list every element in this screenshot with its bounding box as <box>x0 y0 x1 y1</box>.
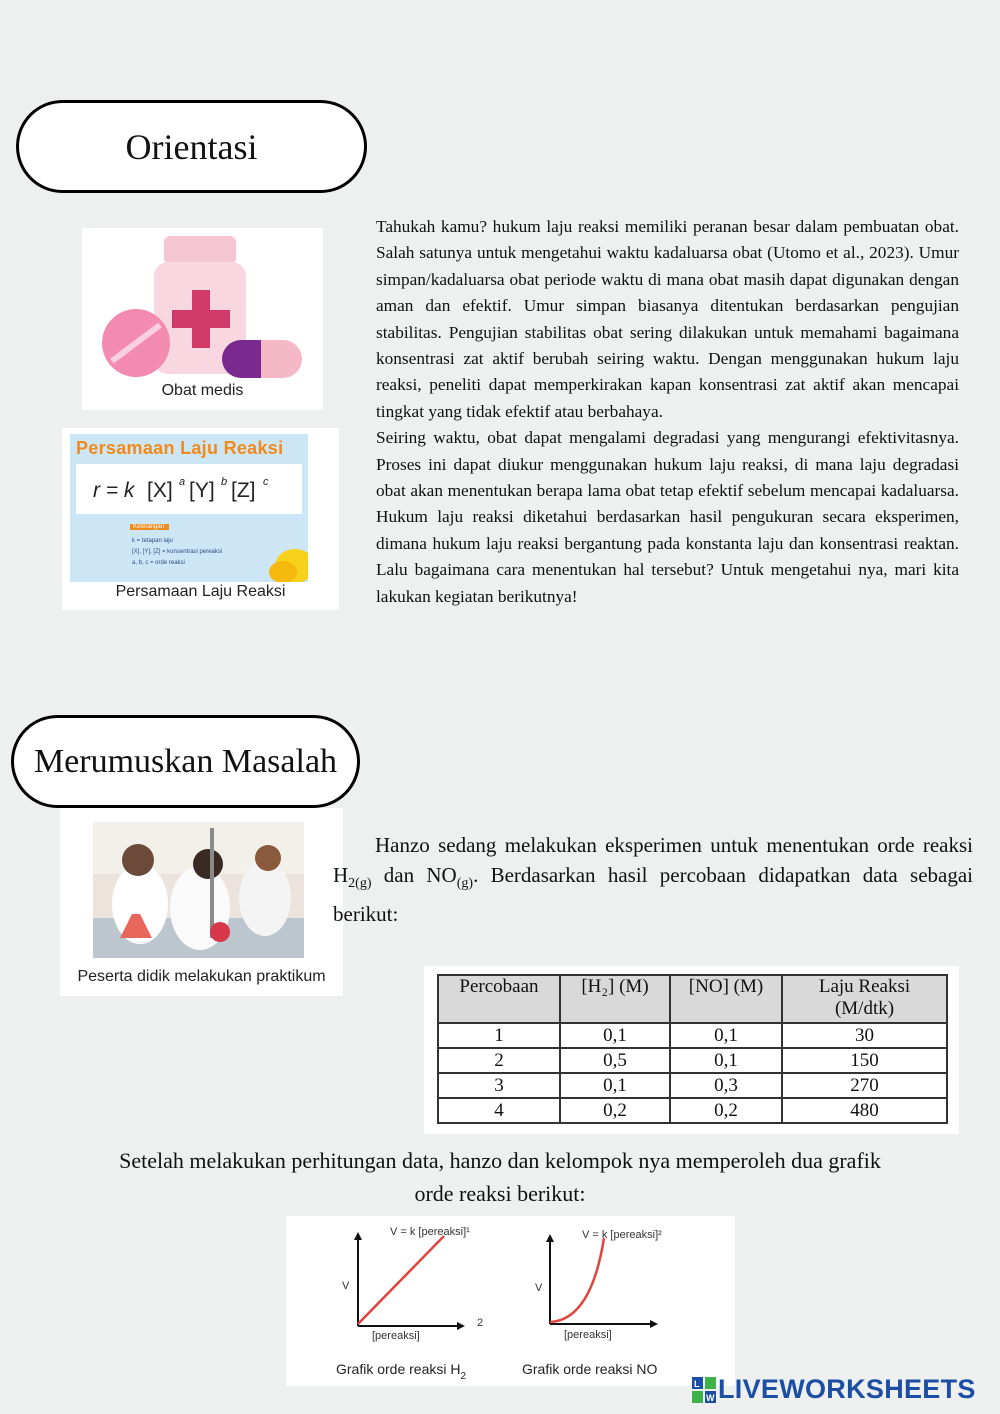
medicine-image <box>82 228 323 410</box>
graphs-image <box>286 1216 735 1386</box>
cell-no: 0,1 <box>670 1023 782 1048</box>
table-row <box>438 1073 947 1098</box>
left-ylabel: V <box>342 1280 350 1292</box>
svg-text:[Y]: [Y] <box>189 479 215 502</box>
medicine-caption: Obat medis <box>161 382 244 399</box>
graph-second-order <box>522 1229 662 1377</box>
right-ylabel: V <box>535 1282 543 1294</box>
cell-no: 0,2 <box>670 1098 782 1123</box>
svg-text:c: c <box>263 476 269 488</box>
svg-text:b: b <box>221 476 228 488</box>
lab-photo <box>60 808 343 996</box>
section-heading-orientasi <box>16 100 367 193</box>
logo-letter-l: L <box>694 1379 700 1389</box>
table-row <box>438 1023 947 1048</box>
cell-no: 0,1 <box>670 1048 782 1073</box>
table-row <box>438 1048 947 1073</box>
cell-h2: 0,2 <box>560 1098 670 1123</box>
masalah-heading-text: Merumuskan Masalah <box>33 742 338 780</box>
cell-laju: 150 <box>782 1048 947 1073</box>
intro-sub-1: 2(g) <box>348 876 372 892</box>
graph-first-order <box>336 1226 470 1382</box>
rate-law-caption: Persamaan Laju Reaksi <box>115 583 286 600</box>
cell-percobaan: 4 <box>438 1098 560 1123</box>
right-caption: Grafik orde reaksi NO <box>522 1361 658 1377</box>
cell-h2: 0,5 <box>560 1048 670 1073</box>
masalah-intro <box>333 830 973 929</box>
header-laju-line2: (M/dtk) <box>834 998 895 1019</box>
lab-caption: Peserta didik melakukan praktikum <box>77 968 326 985</box>
section-heading-merumuskan-masalah <box>11 715 360 808</box>
rate-law-panel <box>70 434 308 582</box>
liveworksheets-text: LIVEWORKSHEETS <box>718 1374 976 1404</box>
rate-law-banner: Persamaan Laju Reaksi <box>76 438 284 458</box>
lab-illustration <box>60 808 343 958</box>
conclusion-line-2: orde reaksi berikut: <box>414 1181 586 1206</box>
rate-law-equation-box <box>76 464 302 514</box>
header-no: [NO] (M) <box>670 975 782 1023</box>
intro-sub-2: (g) <box>456 876 474 892</box>
cell-h2: 0,1 <box>560 1073 670 1098</box>
conclusion-text <box>40 1144 960 1210</box>
left-caption-text: Grafik orde reaksi H <box>336 1361 461 1377</box>
svg-text:[X]: [X] <box>147 479 173 502</box>
right-xlabel: [pereaksi] <box>564 1329 612 1341</box>
cell-h2: 0,1 <box>560 1023 670 1048</box>
left-caption <box>336 1361 466 1382</box>
rate-law-legend-1: k = tetapan laju <box>132 538 173 544</box>
svg-text:[Z]: [Z] <box>231 479 256 502</box>
rate-law-equation <box>89 471 289 507</box>
rate-law-legend-2: [X], [Y], [Z] = konsentrasi pereaksi <box>132 549 223 555</box>
rate-law-legend-3: a, b, c = orde reaksi <box>132 560 185 566</box>
table-row <box>438 1098 947 1123</box>
medicine-illustration <box>82 228 323 383</box>
cell-percobaan: 3 <box>438 1073 560 1098</box>
header-laju <box>782 975 947 1023</box>
table-header-row <box>438 975 947 1023</box>
cell-laju: 30 <box>782 1023 947 1048</box>
orientasi-paragraph-1: Tahukah kamu? hukum laju reaksi memiliki peranan besar dalam pembuatan obat. Salah satunya untuk mengetahui waktu kadaluarsa obat (Utomo et al., 2023). Umur simpan/kadaluarsa obat periode waktu di mana obat masih dapat digunakan dengan aman dan efektif. Umur simpan biasanya ditentukan berdasarkan pengujian stabilitas. Pengujian stabilitas obat sering dilakukan untuk memahami bagaimana konsentrasi zat aktif berubah seiring waktu. Dengan menggunakan hukum laju reaksi, peneliti dapat memperkirakan kapan konsentrasi zat aktif akan mencapai tingkat yang tidak efektif atau berbahaya. <box>376 217 959 421</box>
liveworksheets-watermark[interactable] <box>692 1374 992 1406</box>
cell-no: 0,3 <box>670 1073 782 1098</box>
cell-percobaan: 2 <box>438 1048 560 1073</box>
linear-curve <box>358 1236 444 1324</box>
svg-text:a: a <box>179 476 186 488</box>
intro-part-2: dan NO <box>371 863 457 887</box>
rate-law-legend-title: Keterangan: <box>130 524 169 530</box>
left-caption-sub: 2 <box>460 1371 467 1382</box>
cell-laju: 270 <box>782 1073 947 1098</box>
header-laju-line1: Laju Reaksi <box>818 976 911 997</box>
intro-part-1: Hanzo sedang melakukan eksperimen untuk menentukan orde reaksi H <box>333 833 973 887</box>
orientasi-paragraph-2: Seiring waktu, obat dapat mengalami degradasi yang mengurangi efektivitasnya. Proses ini dapat diukur menggunakan hukum laju reaksi, di mana laju degradasi obat akan menentukan berapa lama obat tetap efektif sebelum mencapai kadaluarsa. Hukum laju reaksi diketahui berdasarkan hasil pengukuran secara eksperimen, dimana hukum laju reaksi bergantung pada konstanta laju dan konsentrasi reaktan. Lalu bagaimana cara menentukan hal tersebut? Untuk mengetahui nya, mari kita lakukan kegiatan berikutnya! <box>376 428 959 606</box>
data-table <box>437 974 948 1124</box>
left-equation: V = k [pereaksi]¹ <box>390 1226 470 1238</box>
left-xlabel: [pereaksi] <box>372 1330 420 1342</box>
stray-mark: 2 <box>477 1317 484 1329</box>
header-h2: [H₂] (M) <box>560 975 670 1023</box>
lemon-decoration <box>265 542 308 582</box>
cell-laju: 480 <box>782 1098 947 1123</box>
right-equation: V = k [pereaksi]² <box>582 1229 662 1241</box>
header-percobaan: Percobaan <box>438 975 560 1023</box>
cell-percobaan: 1 <box>438 1023 560 1048</box>
svg-text:r = k: r = k <box>93 479 135 502</box>
orientasi-text <box>376 214 959 610</box>
data-table-card <box>424 966 959 1134</box>
rate-law-image <box>62 428 339 610</box>
orientasi-heading-text: Orientasi <box>125 126 258 167</box>
conclusion-line-1: Setelah melakukan perhitungan data, hanzo dan kelompok nya memperoleh dua grafik <box>119 1148 881 1173</box>
intro-part-3: . Berdasarkan hasil percobaan didapatkan data sebagai berikut: <box>333 863 973 927</box>
graphs-svg <box>286 1216 735 1386</box>
logo-letter-w: W <box>706 1393 715 1403</box>
quadratic-curve <box>550 1238 604 1322</box>
liveworksheets-logo-icon <box>692 1377 716 1403</box>
